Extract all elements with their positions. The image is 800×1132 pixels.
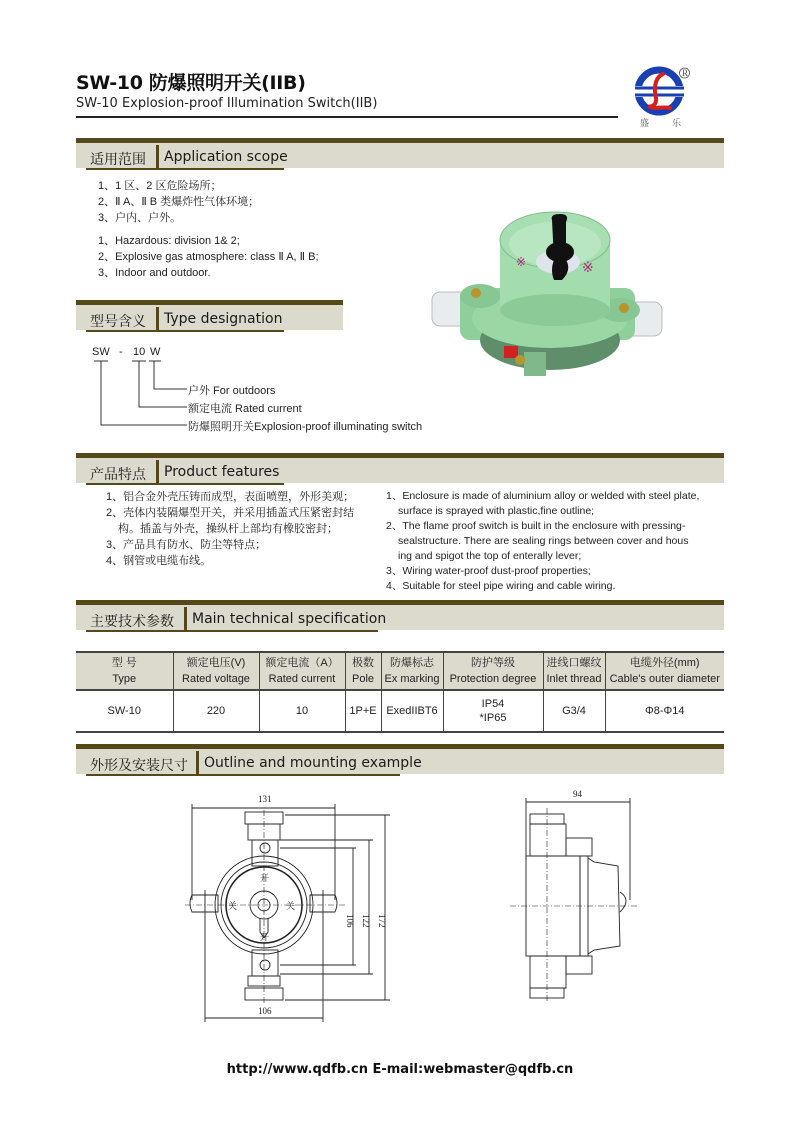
list-item-continuation: 构。插盖与外壳，操纵杆上部均有橡胶密封； <box>118 523 338 535</box>
list-item: 1、1 区、2 区危险场所； <box>98 180 222 192</box>
section-underline <box>86 630 378 632</box>
cell-cable-diameter: Φ8-Φ14 <box>605 690 724 732</box>
dim-height-172: 172 <box>377 914 387 928</box>
list-item: 2、壳体内装隔爆型开关，并采用插盖式压紧密封结 <box>106 507 355 519</box>
designation-switch-label: 防爆照明开关Explosion-proof illuminating switch <box>188 421 423 433</box>
list-item: 2、Ⅱ A、Ⅱ B 类爆炸性气体环境； <box>98 196 260 208</box>
cell-inlet-thread: G3/4 <box>543 690 605 732</box>
column-header-type: 型 号 Type <box>76 652 173 690</box>
section-title-en: Main technical specification <box>192 611 387 627</box>
list-item: 3、产品具有防水、防尘等特点； <box>106 539 267 551</box>
section-title-en: Type designation <box>164 311 283 327</box>
code-10: 10 <box>133 346 146 358</box>
column-header-protection: 防护等级 Protection degree <box>443 652 543 690</box>
logo-mark-icon <box>634 70 684 112</box>
code-sw: SW <box>92 346 110 358</box>
application-list-zh <box>98 178 259 226</box>
section-title-en: Outline and mounting example <box>204 755 422 771</box>
cell-type: SW-10 <box>76 690 173 732</box>
column-header-pole: 极数 Pole <box>345 652 381 690</box>
column-header-inlet-thread: 进线口螺纹 Inlet thread <box>543 652 605 690</box>
list-item: 2、The flame proof switch is built in the enclosure with pressing- <box>386 520 686 532</box>
column-header-ex-marking: 防爆标志 Ex marking <box>381 652 443 690</box>
application-list-en <box>98 233 319 281</box>
switch-product-image <box>432 212 662 376</box>
code-w: W <box>150 346 161 358</box>
column-header-cable-diameter: 电缆外径(mm) Cable's outer diameter <box>605 652 724 690</box>
section-divider <box>156 307 159 331</box>
cell-ex-marking: ExedIIBT6 <box>381 690 443 732</box>
list-item: 4、钢管或电缆布线。 <box>106 555 212 567</box>
section-header-features <box>76 453 724 483</box>
list-item: 3、Indoor and outdoor. <box>98 267 211 279</box>
side-view-drawing <box>500 780 660 1020</box>
section-divider <box>156 460 159 484</box>
features-list-zh <box>106 489 354 569</box>
section-underline <box>86 774 400 776</box>
section-title-zh: 产品特点 <box>90 467 146 483</box>
dim-height-106: 106 <box>345 914 355 928</box>
list-item: 3、户内、户外。 <box>98 212 182 224</box>
list-item: 3、Wiring water-proof dust-proof properties; <box>386 565 591 577</box>
section-underline <box>86 330 284 332</box>
product-photo <box>420 200 670 380</box>
svg-text:※: ※ <box>516 255 527 269</box>
code-dash: - <box>119 346 123 358</box>
title-divider <box>76 116 618 118</box>
section-title-zh: 主要技术参数 <box>90 614 174 630</box>
front-view-drawing <box>180 790 400 1030</box>
spec-table <box>76 651 724 733</box>
list-item: 1、Enclosure is made of aluminium alloy or welded with steel plate, <box>386 490 700 502</box>
logo-text-left: 盛 <box>640 119 650 129</box>
page-subtitle: SW-10 Explosion-proof Illumination Switch(IIB) <box>76 96 378 111</box>
logo-text-right: 乐 <box>672 119 682 129</box>
registered-mark: R <box>682 68 689 78</box>
column-header-voltage: 额定电压(V) Rated voltage <box>173 652 259 690</box>
label-on-bottom: 开 <box>260 932 270 942</box>
label-off-left: 关 <box>228 901 238 911</box>
dim-width: 131 <box>258 794 272 804</box>
svg-text:※: ※ <box>582 260 594 276</box>
section-title-zh: 外形及安装尺寸 <box>90 758 188 774</box>
list-item-continuation: sealstructure. There are sealing rings between cover and hous <box>398 535 689 547</box>
section-header-designation <box>76 300 343 330</box>
list-item: 1、Hazardous: division 1& 2; <box>98 235 240 247</box>
dim-depth: 94 <box>573 789 582 799</box>
features-list-en <box>386 489 699 594</box>
dim-mount-width: 106 <box>258 1006 272 1016</box>
dim-height-122: 122 <box>361 914 371 928</box>
list-item-continuation: ing and spigot the top of enterally lever; <box>398 550 582 562</box>
table-header-row <box>76 652 724 690</box>
label-off-right: 关 <box>286 901 296 911</box>
designation-leader-lines <box>92 346 192 436</box>
section-header-outline <box>76 744 724 774</box>
section-title-en: Application scope <box>164 149 288 165</box>
section-underline <box>86 168 284 170</box>
section-divider <box>156 145 159 169</box>
footer-contact: http://www.qdfb.cn E-mail:webmaster@qdfb.cn <box>226 1062 574 1077</box>
section-divider <box>184 607 187 631</box>
list-item: 4、Suitable for steel pipe wiring and cable wiring. <box>386 580 616 592</box>
designation-current-label: 额定电流 Rated current <box>188 403 302 415</box>
column-header-current: 额定电流（A） Rated current <box>259 652 345 690</box>
table-row <box>76 690 724 732</box>
section-title-zh: 型号含义 <box>90 314 146 330</box>
page-title: SW-10 防爆照明开关(IIB) <box>76 72 306 94</box>
section-header-spec <box>76 600 724 630</box>
section-title-zh: 适用范围 <box>90 152 146 168</box>
list-item: 2、Explosive gas atmosphere: class Ⅱ A, Ⅱ B; <box>98 251 319 263</box>
section-divider <box>196 751 199 775</box>
designation-w-label: 户外 For outdoors <box>188 385 276 397</box>
cell-pole: 1P+E <box>345 690 381 732</box>
section-title-en: Product features <box>164 464 280 480</box>
cell-protection: IP54 *IP65 <box>443 690 543 732</box>
list-item-continuation: surface is sprayed with plastic,fine outline; <box>398 505 595 517</box>
company-logo <box>632 64 692 130</box>
list-item: 1、铝合金外壳压铸而成型，表面喷塑，外形美观； <box>106 491 355 503</box>
section-underline <box>86 483 284 485</box>
cell-current: 10 <box>259 690 345 732</box>
cell-voltage: 220 <box>173 690 259 732</box>
section-header-application <box>76 138 724 168</box>
label-on: 开 <box>260 873 270 883</box>
